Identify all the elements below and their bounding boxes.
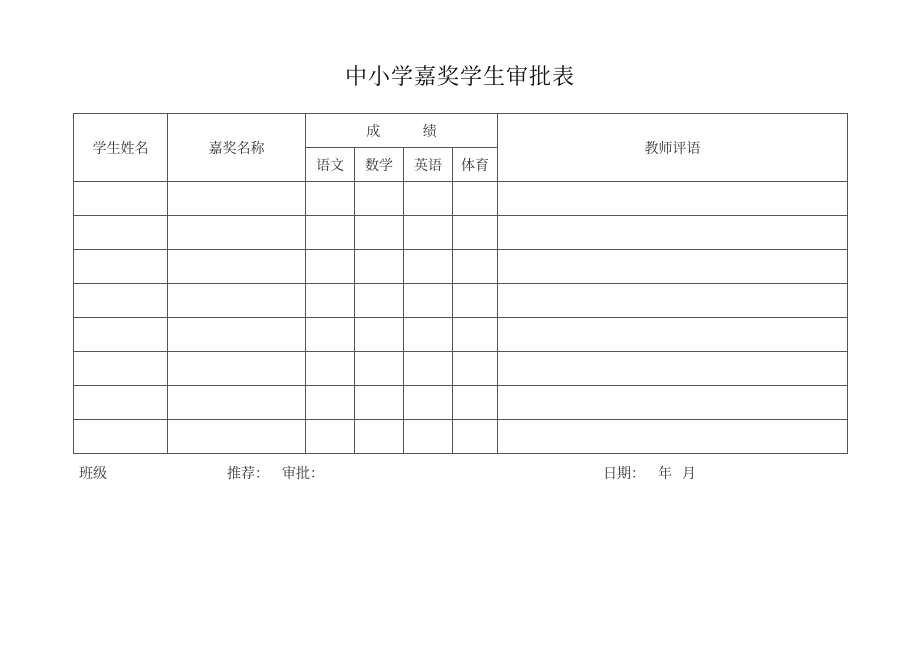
document-title: 中小学嘉奖学生审批表 [344,65,575,90]
award-name-cell[interactable] [168,284,306,318]
award-name-cell[interactable] [168,420,306,454]
english-score-cell[interactable] [404,352,453,386]
teacher-comment-cell[interactable] [498,182,848,216]
english-score-cell[interactable] [404,318,453,352]
pe-score-cell[interactable] [453,386,498,420]
student-name-header: 学生姓名 [74,114,168,182]
award-name-cell[interactable] [168,352,306,386]
math-score-cell[interactable] [355,420,404,454]
table-row [74,182,848,216]
english-score-cell[interactable] [404,182,453,216]
english-score-cell[interactable] [404,386,453,420]
teacher-comment-cell[interactable] [498,284,848,318]
student-name-cell[interactable] [74,318,168,352]
math-score-cell[interactable] [355,182,404,216]
pe-score-cell[interactable] [453,284,498,318]
table-row [74,420,848,454]
student-name-cell[interactable] [74,182,168,216]
table-row [74,216,848,250]
class-label: 班级 [79,466,107,482]
student-name-cell[interactable] [74,352,168,386]
english-score-cell[interactable] [404,216,453,250]
year-label: 年 [658,466,672,482]
chinese-score-cell[interactable] [306,182,355,216]
chinese-score-header: 语文 [306,148,355,182]
student-name-cell[interactable] [74,386,168,420]
table-body [74,182,848,454]
pe-score-cell[interactable] [453,420,498,454]
math-score-cell[interactable] [355,352,404,386]
chinese-score-cell[interactable] [306,420,355,454]
pe-score-header: 体育 [453,148,498,182]
table-row [74,250,848,284]
pe-score-cell[interactable] [453,352,498,386]
english-score-cell[interactable] [404,420,453,454]
table-row [74,386,848,420]
form-footer [0,463,920,483]
scores-group-header: 成 绩 [306,114,498,148]
award-name-cell[interactable] [168,250,306,284]
table-row [74,318,848,352]
award-name-cell[interactable] [168,318,306,352]
english-score-header: 英语 [404,148,453,182]
pe-score-cell[interactable] [453,216,498,250]
english-score-cell[interactable] [404,250,453,284]
student-name-cell[interactable] [74,420,168,454]
chinese-score-cell[interactable] [306,386,355,420]
award-name-header: 嘉奖名称 [168,114,306,182]
recommend-label: 推荐： [227,466,269,482]
date-label: 日期： [603,466,645,482]
teacher-comment-cell[interactable] [498,352,848,386]
chinese-score-cell[interactable] [306,352,355,386]
teacher-comment-header: 教师评语 [498,114,848,182]
english-score-cell[interactable] [404,284,453,318]
teacher-comment-cell[interactable] [498,420,848,454]
award-name-cell[interactable] [168,386,306,420]
math-score-cell[interactable] [355,216,404,250]
approval-table [73,113,848,454]
pe-score-cell[interactable] [453,318,498,352]
chinese-score-cell[interactable] [306,250,355,284]
table-header-row [74,114,848,148]
math-score-cell[interactable] [355,284,404,318]
math-score-header: 数学 [355,148,404,182]
teacher-comment-cell[interactable] [498,386,848,420]
chinese-score-cell[interactable] [306,284,355,318]
math-score-cell[interactable] [355,250,404,284]
pe-score-cell[interactable] [453,182,498,216]
pe-score-cell[interactable] [453,250,498,284]
chinese-score-cell[interactable] [306,216,355,250]
student-name-cell[interactable] [74,250,168,284]
award-name-cell[interactable] [168,182,306,216]
teacher-comment-cell[interactable] [498,318,848,352]
table-row [74,284,848,318]
teacher-comment-cell[interactable] [498,216,848,250]
math-score-cell[interactable] [355,318,404,352]
math-score-cell[interactable] [355,386,404,420]
student-name-cell[interactable] [74,284,168,318]
chinese-score-cell[interactable] [306,318,355,352]
teacher-comment-cell[interactable] [498,250,848,284]
month-label: 月 [682,466,696,482]
approve-label: 审批： [282,466,324,482]
award-name-cell[interactable] [168,216,306,250]
student-name-cell[interactable] [74,216,168,250]
table-row [74,352,848,386]
